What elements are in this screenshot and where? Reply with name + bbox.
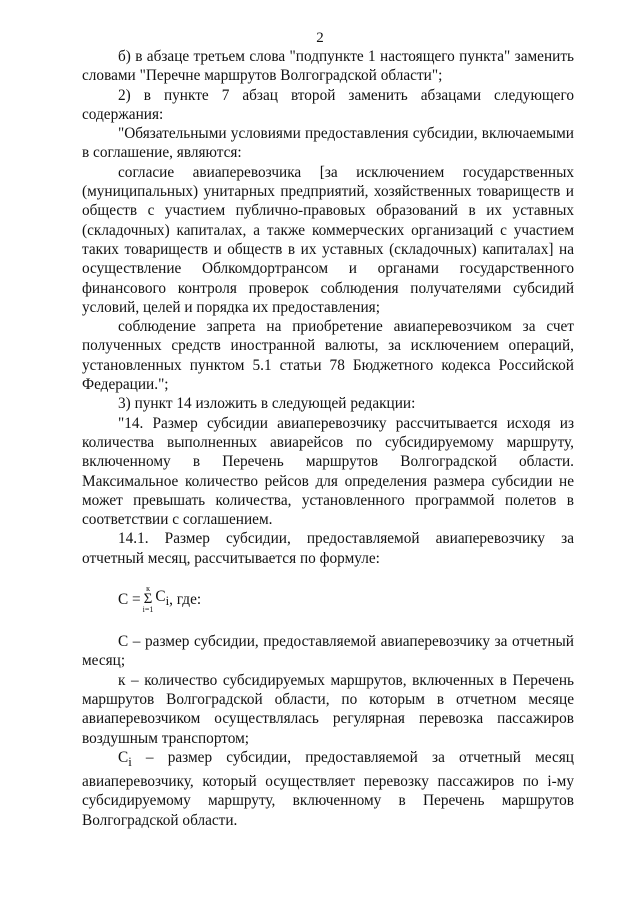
formula-term-subscript: i: [165, 594, 170, 609]
summation-sign: [143, 585, 154, 614]
paragraph: соблюдение запрета на приобретение авиаперевозчиком за счет полученных средств иностранной валюты, за исключением операций, установленных пунктом 5.1 статьи 78 Бюджетного кодекса Российской Федерации.";: [82, 318, 574, 394]
paragraph: $C_i$ – размер субсидии, предоставляемой за отчетный месяц авиаперевозчику, который осуществляет перевозку пассажиров по i-му субсидируемому маршруту, включенному в Перечень маршрутов Волгоградской области.: [82, 748, 574, 829]
paragraph: к – количество субсидируемых маршрутов, включенных в Перечень маршрутов Волгоградской области, по которым в отчетном месяце авиаперевозчиком осуществлялась регулярная перевозка пассажиров воздушным транспортом;: [82, 671, 574, 747]
formula-lhs: C =: [118, 591, 141, 609]
paragraph: "14. Размер субсидии авиаперевозчику рассчитывается исходя из количества выполненных авиарейсов по субсидируемому маршруту, включенному в Перечень маршрутов Волгоградской области. Максимальное количество рейсов для определения размера субсидии не может превышать количества, установленного программой полетов в соответствии с соглашением.: [82, 414, 574, 529]
paragraph: б) в абзаце третьем слова "подпункте 1 настоящего пункта" заменить словами "Перечне маршрутов Волгоградской области";: [82, 48, 574, 85]
paragraph: 2) в пункте 7 абзац второй заменить абзацами следующего содержания:: [82, 86, 574, 123]
paragraph: согласие авиаперевозчика [за исключением государственных (муниципальных) унитарных предприятий, хозяйственных товариществ и обществ с участием публично-правовых образований в их уставных (складочных) капиталах, а также коммерческих организаций с участием таких товариществ и обществ в их уставных (складочных) капиталах] на осуществление Облкомдортрансом и органами государственного финансового контроля проверок соблюдения получателями субсидий условий, целей и порядка их предоставления;: [82, 163, 574, 316]
paragraph: "Обязательными условиями предоставления субсидии, включаемыми в соглашение, являются:: [82, 125, 574, 162]
paragraph: 3) пункт 14 изложить в следующей редакции:: [118, 395, 416, 413]
summation-upper-limit: к: [146, 584, 150, 594]
summation-lower-limit: i=1: [142, 605, 154, 615]
formula-tail: , где:: [169, 591, 202, 609]
document-body: [82, 47, 574, 830]
paragraph: С – размер субсидии, предоставляемой авиаперевозчику за отчетный месяц;: [82, 633, 574, 670]
formula-term: $C_i$: [155, 588, 170, 609]
sigma-symbol: Σ: [143, 591, 153, 608]
page-number: 2: [316, 30, 324, 46]
paragraph: 14.1. Размер субсидии, предоставляемой авиаперевозчику за отчетный месяц, рассчитывается по формуле:: [82, 530, 574, 567]
ci-subscript: i: [128, 754, 132, 769]
subsidy-formula: [118, 585, 574, 614]
